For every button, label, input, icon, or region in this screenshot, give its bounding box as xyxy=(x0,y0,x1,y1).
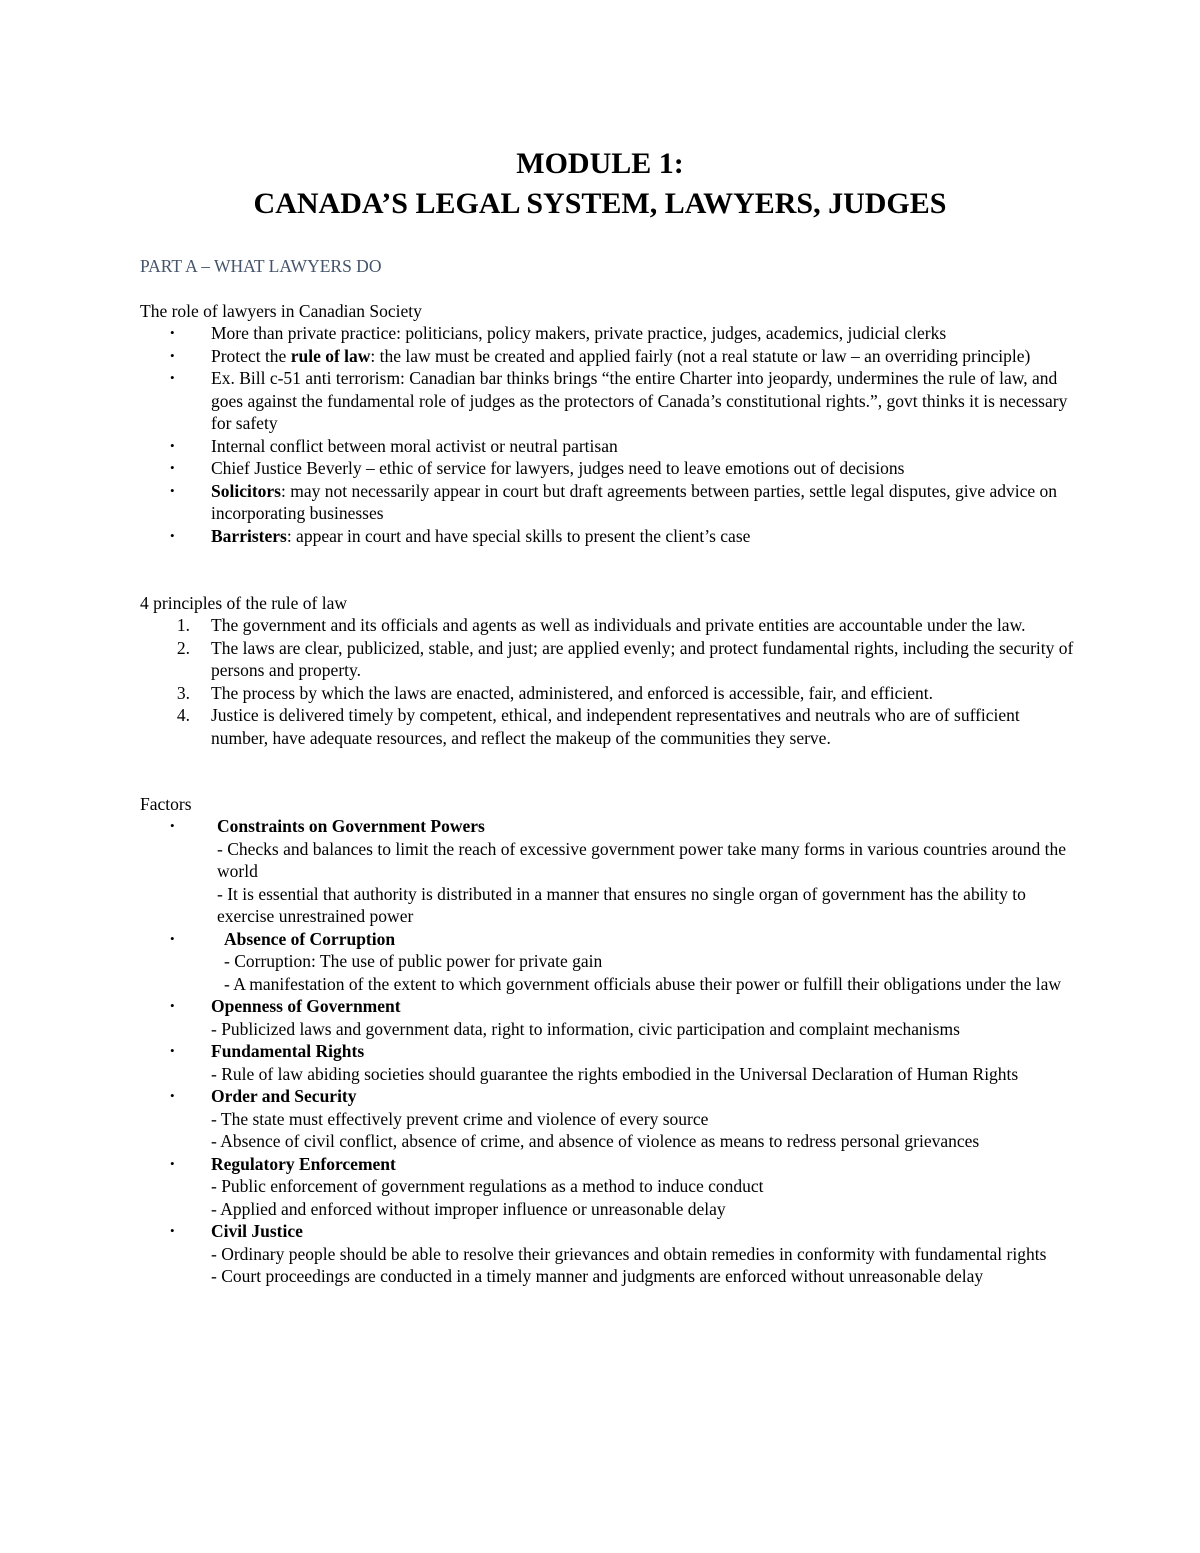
factor-item xyxy=(140,995,1080,1040)
bullet-icon: • xyxy=(170,527,175,543)
title-line-2: CANADA’S LEGAL SYSTEM, LAWYERS, JUDGES xyxy=(253,187,947,220)
factor-title: Regulatory Enforcement xyxy=(211,1153,396,1174)
roles-label: The role of lawyers in Canadian Society xyxy=(140,301,422,321)
list-item: 3. The process by which the laws are enacted, administered, and enforced is accessible, fair, and efficient. xyxy=(140,682,1080,705)
bullet-icon: • xyxy=(170,998,175,1013)
bold-term: rule of law xyxy=(290,345,371,366)
list-item: 2. The laws are clear, publicized, stable, and just; are applied evenly; and protect fundamental rights, including the security of persons and property. xyxy=(140,637,1080,682)
factor-title: Constraints on Government Powers xyxy=(217,816,485,836)
roles-list xyxy=(140,322,1080,547)
principles-list xyxy=(140,614,1080,749)
bullet-icon: • xyxy=(170,347,175,363)
bullet-icon: • xyxy=(170,1223,175,1238)
factor-item xyxy=(140,928,1080,996)
factor-line: - Corruption: The use of public power for private gain xyxy=(224,951,603,971)
factor-title: Order and Security xyxy=(211,1086,357,1106)
factor-item xyxy=(140,1040,1080,1085)
factor-title: Openness of Government xyxy=(211,996,401,1016)
factor-line: - Publicized laws and government data, right to information, civic participation and complaint mechanisms xyxy=(211,1018,960,1039)
bullet-icon: • xyxy=(170,460,175,475)
list-number: 1. xyxy=(176,615,190,635)
factor-line: - Ordinary people should be able to resolve their grievances and obtain remedies in conformity with fundamental rights xyxy=(211,1243,1047,1264)
factor-item xyxy=(140,1153,1080,1221)
list-item: • Solicitors: may not necessarily appear in court but draft agreements between parties, settle legal disputes, give advice on incorporating businesses xyxy=(170,480,1058,523)
list-item: • Internal conflict between moral activist or neutral partisan xyxy=(170,435,618,456)
list-number: 3. xyxy=(176,682,190,703)
factor-line: - It is essential that authority is distributed in a manner that ensures no single organ of government has the ability to exercise unrestrained power xyxy=(217,883,1026,926)
bullet-icon: • xyxy=(170,370,175,385)
list-item: • Protect the rule of law: the law must be created and applied fairly (not a real statute or law – an overriding principle) xyxy=(170,345,1031,366)
title-line-1: MODULE 1: xyxy=(516,147,684,180)
page-title xyxy=(0,144,1200,224)
principles-label: 4 principles of the rule of law xyxy=(140,593,348,613)
bullet-icon: • xyxy=(170,818,175,833)
factor-line: - Court proceedings are conducted in a timely manner and judgments are enforced without unreasonable delay xyxy=(211,1266,984,1286)
bold-term: Barristers xyxy=(211,525,287,546)
bullet-icon: • xyxy=(170,1043,175,1058)
factor-line: - Applied and enforced without improper influence or unreasonable delay xyxy=(211,1198,726,1219)
bullet-icon: • xyxy=(170,1088,175,1103)
list-item: • Chief Justice Beverly – ethic of service for lawyers, judges need to leave emotions out of decisions xyxy=(170,458,905,478)
bullet-icon: • xyxy=(170,325,175,340)
factor-line: - Public enforcement of government regulations as a method to induce conduct xyxy=(211,1176,764,1196)
list-item: 4. Justice is delivered timely by competent, ethical, and independent representatives and neutrals who are of sufficient number, have adequate resources, and reflect the makeup of the communities they serve. xyxy=(140,704,1080,749)
list-item: • More than private practice: politicians, policy makers, private practice, judges, academics, judicial clerks xyxy=(170,323,947,343)
factor-line: - The state must effectively prevent crime and violence of every source xyxy=(211,1108,709,1129)
factor-line: - Checks and balances to limit the reach of excessive government power take many forms in various countries around the world xyxy=(217,838,1066,881)
bullet-icon: • xyxy=(170,930,175,946)
factor-title: Absence of Corruption xyxy=(224,928,396,949)
list-number: 2. xyxy=(176,637,190,658)
bullet-icon: • xyxy=(170,482,175,498)
list-item: • Ex. Bill c-51 anti terrorism: Canadian bar thinks brings “the entire Charter into jeopardy, undermines the rule of law, and goes against the fundamental role of judges as the protectors of Canada’s constitutional rights.”, govt thinks it is necessary for safety xyxy=(170,368,1068,433)
bullet-icon: • xyxy=(170,1155,175,1171)
factor-line: - Absence of civil conflict, absence of crime, and absence of violence as means to redress personal grievances xyxy=(211,1131,980,1151)
factor-line: - Rule of law abiding societies should guarantee the rights embodied in the Universal Declaration of Human Rights xyxy=(211,1063,1019,1084)
part-heading: PART A – WHAT LAWYERS DO xyxy=(140,256,382,276)
bullet-icon: • xyxy=(170,437,175,453)
list-item: • Barristers: appear in court and have special skills to present the client’s case xyxy=(170,525,751,546)
bold-term: Solicitors xyxy=(211,480,281,501)
list-number: 4. xyxy=(176,705,190,725)
factor-title: Fundamental Rights xyxy=(211,1041,365,1061)
list-item: 1. The government and its officials and agents as well as individuals and private entities are accountable under the law. xyxy=(140,614,1080,637)
factor-line: - A manifestation of the extent to which government officials abuse their power or fulfill their obligations under the law xyxy=(224,973,1062,994)
factors-label: Factors xyxy=(140,794,192,814)
factor-item xyxy=(140,1085,1080,1153)
factor-item xyxy=(140,1220,1080,1288)
factor-title: Civil Justice xyxy=(211,1221,303,1241)
factor-item xyxy=(140,815,1080,928)
factors-list xyxy=(140,815,1080,1288)
